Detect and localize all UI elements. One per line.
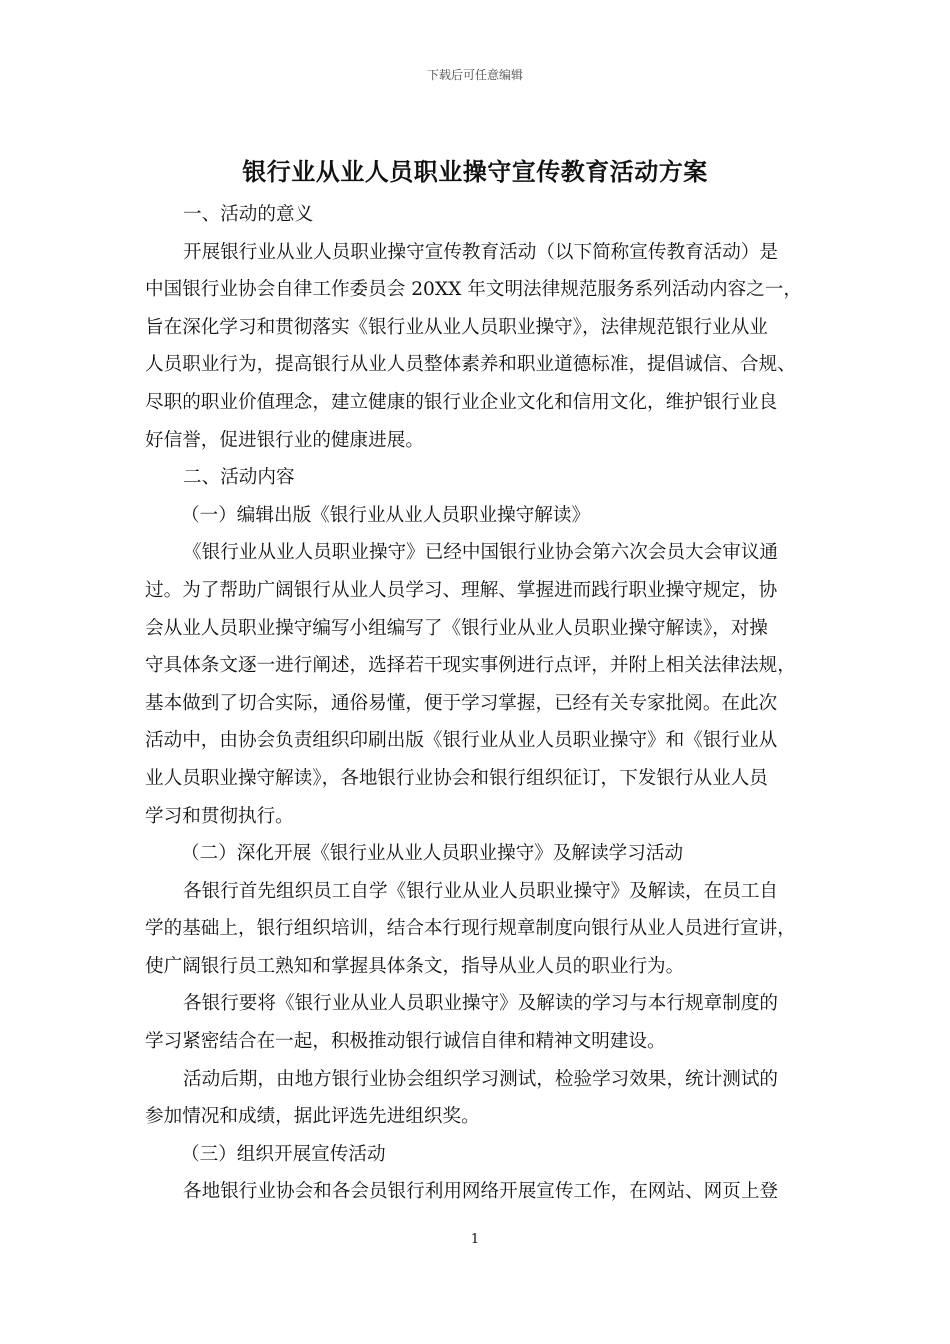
paragraph-line: 参加情况和成绩，据此评选先进组织奖。 (145, 1106, 480, 1128)
paragraph-line: 开展银行业从业人员职业操守宣传教育活动（以下简称宣传教育活动）是 (183, 241, 779, 263)
subsection-heading: （三）组织开展宣传活动 (181, 1143, 386, 1165)
paragraph-line: 中国银行业协会自律工作委员会 20XX 年文明法律规范服务系列活动内容之一， (145, 279, 802, 301)
paragraph-line: 好信誉，促进银行业的健康进展。 (145, 429, 424, 451)
paragraph-line: 各银行首先组织员工自学《银行业从业人员职业操守》及解读，在员工自 (183, 880, 779, 902)
paragraph-line: 业人员职业操守解读》，各地银行业协会和银行组织征订，下发银行从业人员 (145, 767, 768, 789)
document-body (145, 196, 813, 1211)
paragraph-line: 学习和贯彻执行。 (145, 805, 294, 827)
page-header: 下载后可任意编辑 (426, 68, 523, 82)
paragraph-line: 使广阔银行员工熟知和掌握具体条文，指导从业人员的职业行为。 (145, 955, 685, 977)
paragraph-line: 人员职业行为，提高银行从业人员整体素养和职业道德标准，提倡诚信、合规、 (145, 354, 796, 376)
subsection-heading: （二）深化开展《银行业从业人员职业操守》及解读学习活动 (181, 843, 684, 865)
page-number: 1 (470, 1232, 480, 1247)
paragraph-line: 《银行业从业人员职业操守》已经中国银行业协会第六次会员大会审议通 (183, 542, 779, 564)
paragraph-line: 学的基础上，银行组织培训，结合本行现行规章制度向银行从业人员进行宣讲， (145, 918, 796, 940)
paragraph-line: 基本做到了切合实际，通俗易懂，便于学习掌握，已经有关专家批阅。在此次 (145, 692, 778, 714)
subsection-heading: （一）编辑出版《银行业从业人员职业操守解读》 (181, 504, 591, 526)
paragraph-line: 各银行要将《银行业从业人员职业操守》及解读的学习与本行规章制度的 (183, 993, 779, 1015)
paragraph-line: 活动中，由协会负责组织印刷出版《银行业从业人员职业操守》和《银行业从 (145, 730, 778, 752)
paragraph-line: 守具体条文逐一进行阐述，选择若干现实事例进行点评，并附上相关法律法规， (145, 655, 796, 677)
paragraph-line: 活动后期，由地方银行业协会组织学习测试，检验学习效果，统计测试的 (183, 1068, 779, 1090)
paragraph-line: 尽职的职业价值理念，建立健康的银行业企业文化和信用文化，维护银行业良 (145, 391, 778, 413)
paragraph-line: 旨在深化学习和贯彻落实《银行业从业人员职业操守》，法律规范银行业从业 (145, 316, 768, 338)
paragraph-line: 各地银行业协会和各会员银行利用网络开展宣传工作，在网站、网页上登 (183, 1181, 779, 1203)
paragraph-line: 会从业人员职业操守编写小组编写了《银行业从业人员职业操守解读》，对操 (145, 617, 768, 639)
document-title: 银行业从业人员职业操守宣传教育活动方案 (242, 157, 708, 186)
paragraph-line: 过。为了帮助广阔银行从业人员学习、理解、掌握进而践行职业操守规定，协 (145, 579, 778, 601)
section-heading: 一、活动的意义 (183, 204, 314, 225)
paragraph-line: 学习紧密结合在一起，积极推动银行诚信自律和精神文明建设。 (145, 1031, 666, 1053)
section-heading: 二、活动内容 (183, 467, 295, 489)
